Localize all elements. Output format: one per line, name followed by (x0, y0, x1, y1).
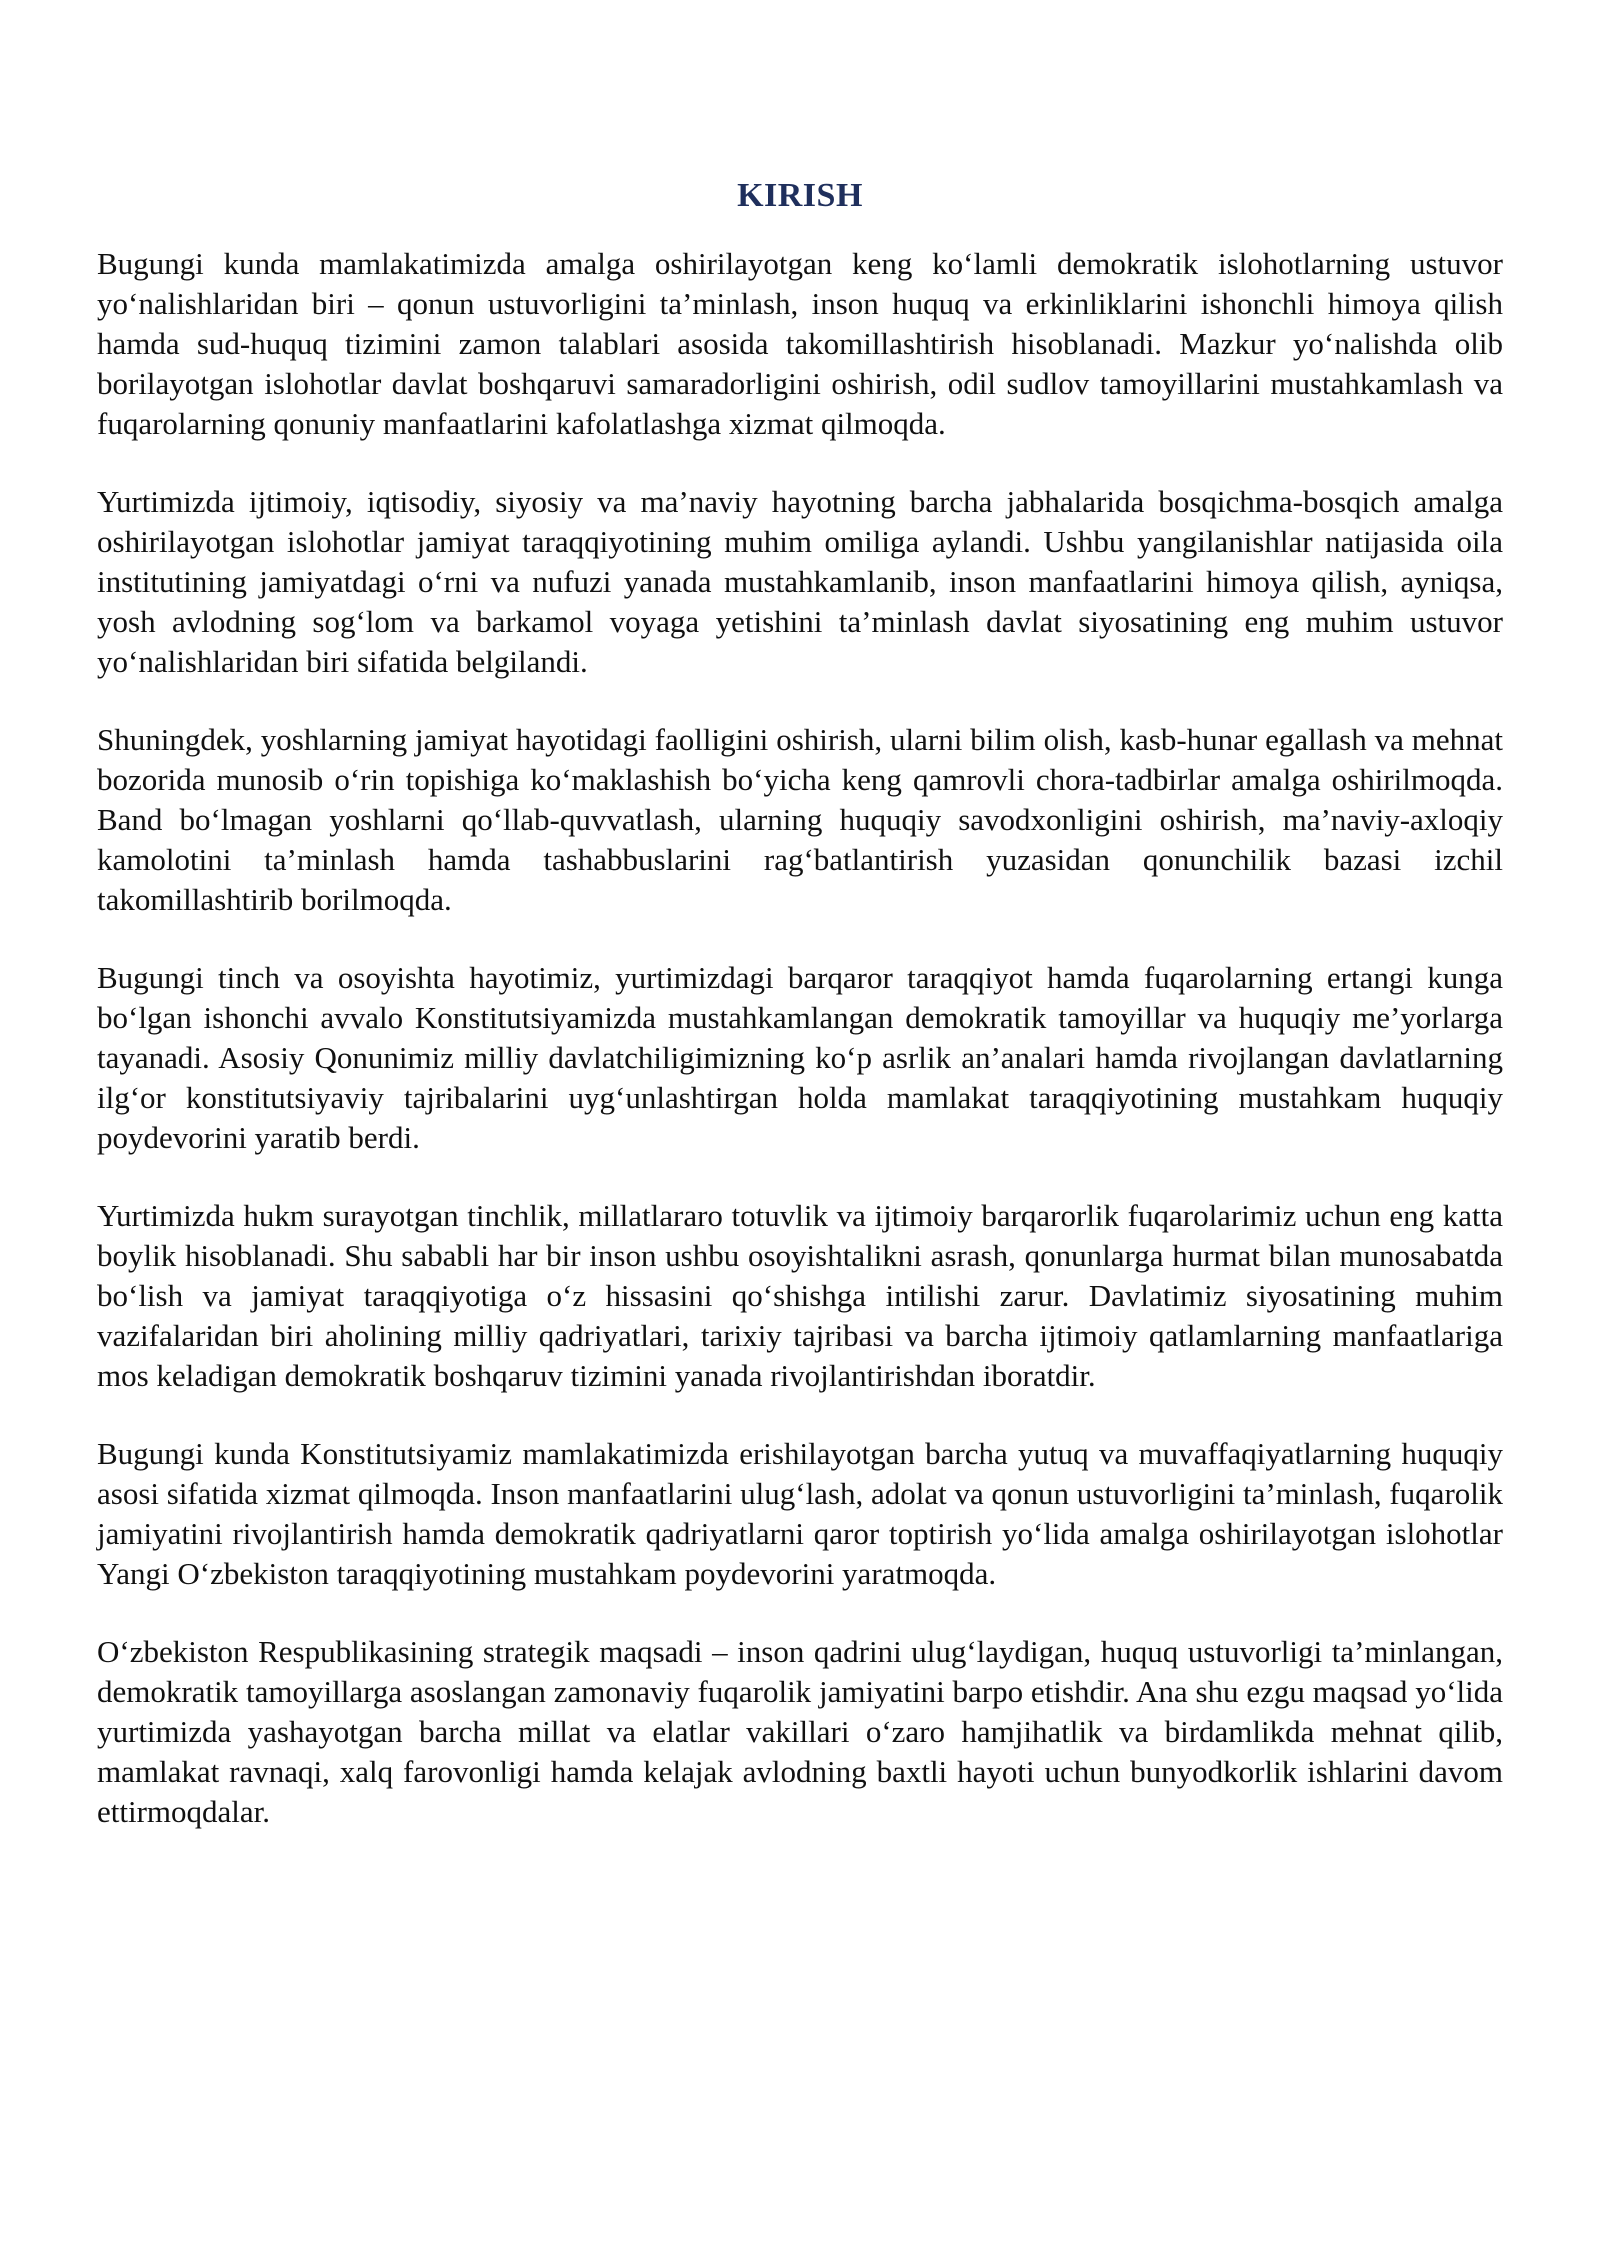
paragraph-2: Yurtimizda ijtimoiy, iqtisodiy, siyosiy va ma’naviy hayotning barcha jabhalarida bosqichma-bosqich amalga oshirilayotgan islohotlar jamiyat taraqqiyotining muhim omiliga aylandi. Ushbu yangilanishlar natijasida oila institutining jamiyatdagi o‘rni va nufuzi yanada mustahkamlanib, inson manfaatlarini himoya qilish, ayniqsa, yosh avlodning sog‘lom va barkamol voyaga yetishini ta’minlash davlat siyosatining eng muhim ustuvor yo‘nalishlaridan biri sifatida belgilandi. (97, 484, 1503, 679)
page-title: KIRISH (737, 177, 863, 214)
paragraph-4: Bugungi tinch va osoyishta hayotimiz, yurtimizdagi barqaror taraqqiyot hamda fuqarolarning ertangi kunga bo‘lgan ishonchi avvalo Konstitutsiyamizda mustahkamlangan demokratik tamoyillar va huquqiy me’yorlarga tayanadi. Asosiy Qonunimiz milliy davlatchiligimizning ko‘p asrlik an’analari hamda rivojlangan davlatlarning ilg‘or konstitutsiyaviy tajribalarini uyg‘unlashtirgan holda mamlakat taraqqiyotining mustahkam huquqiy poydevorini yaratib berdi. (97, 960, 1503, 1155)
paragraph-1: Bugungi kunda mamlakatimizda amalga oshirilayotgan keng ko‘lamli demokratik islohotlarning ustuvor yo‘nalishlaridan biri – qonun ustuvorligini ta’minlash, inson huquq va erkinliklarini ishonchli himoya qilish hamda sud-huquq tizimini zamon talablari asosida takomillashtirish hisoblanadi. Mazkur yo‘nalishda olib borilayotgan islohotlar davlat boshqaruvi samaradorligini oshirish, odil sudlov tamoyillarini mustahkamlash va fuqarolarning qonuniy manfaatlarini kafolatlashga xizmat qilmoqda. (97, 246, 1503, 441)
paragraph-7: O‘zbekiston Respublikasining strategik maqsadi – inson qadrini ulug‘laydigan, huquq ustuvorligi ta’minlangan, demokratik tamoyillarga asoslangan zamonaviy fuqarolik jamiyatini barpo etishdir. Ana shu ezgu maqsad yo‘lida yurtimizda yashayotgan barcha millat va elatlar vakillari o‘zaro hamjihatlik va birdamlikda mehnat qilib, mamlakat ravnaqi, xalq farovonligi hamda kelajak avlodning baxtli hayoti uchun bunyodkorlik ishlarini davom ettirmoqdalar. (97, 1634, 1503, 1829)
paragraph-5: Yurtimizda hukm surayotgan tinchlik, millatlararo totuvlik va ijtimoiy barqarorlik fuqarolarimiz uchun eng katta boylik hisoblanadi. Shu sababli har bir inson ushbu osoyishtalikni asrash, qonunlarga hurmat bilan munosabatda bo‘lish va jamiyat taraqqiyotiga o‘z hissasini qo‘shishga intilishi zarur. Davlatimiz siyosatining muhim vazifalaridan biri aholining milliy qadriyatlari, tarixiy tajribasi va barcha ijtimoiy qatlamlarning manfaatlariga mos keladigan demokratik boshqaruv tizimini yanada rivojlantirishdan iboratdir. (97, 1198, 1503, 1393)
paragraph-6: Bugungi kunda Konstitutsiyamiz mamlakatimizda erishilayotgan barcha yutuq va muvaffaqiyatlarning huquqiy asosi sifatida xizmat qilmoqda. Inson manfaatlarini ulug‘lash, adolat va qonun ustuvorligini ta’minlash, fuqarolik jamiyatini rivojlantirish hamda demokratik qadriyatlarni qaror toptirish yo‘lida amalga oshirilayotgan islohotlar Yangi O‘zbekiston taraqqiyotining mustahkam poydevorini yaratmoqda. (97, 1436, 1503, 1591)
paragraph-3: Shuningdek, yoshlarning jamiyat hayotidagi faolligini oshirish, ularni bilim olish, kasb-hunar egallash va mehnat bozorida munosib o‘rin topishiga ko‘maklashish bo‘yicha keng qamrovli chora-tadbirlar amalga oshirilmoqda. Band bo‘lmagan yoshlarni qo‘llab-quvvatlash, ularning huquqiy savodxonligini oshirish, ma’naviy-axloqiy kamolotini ta’minlash hamda tashabbuslarini rag‘batlantirish yuzasidan qonunchilik bazasi izchil takomillashtirib borilmoqda. (97, 722, 1503, 917)
document-page (97, 176, 1503, 1870)
